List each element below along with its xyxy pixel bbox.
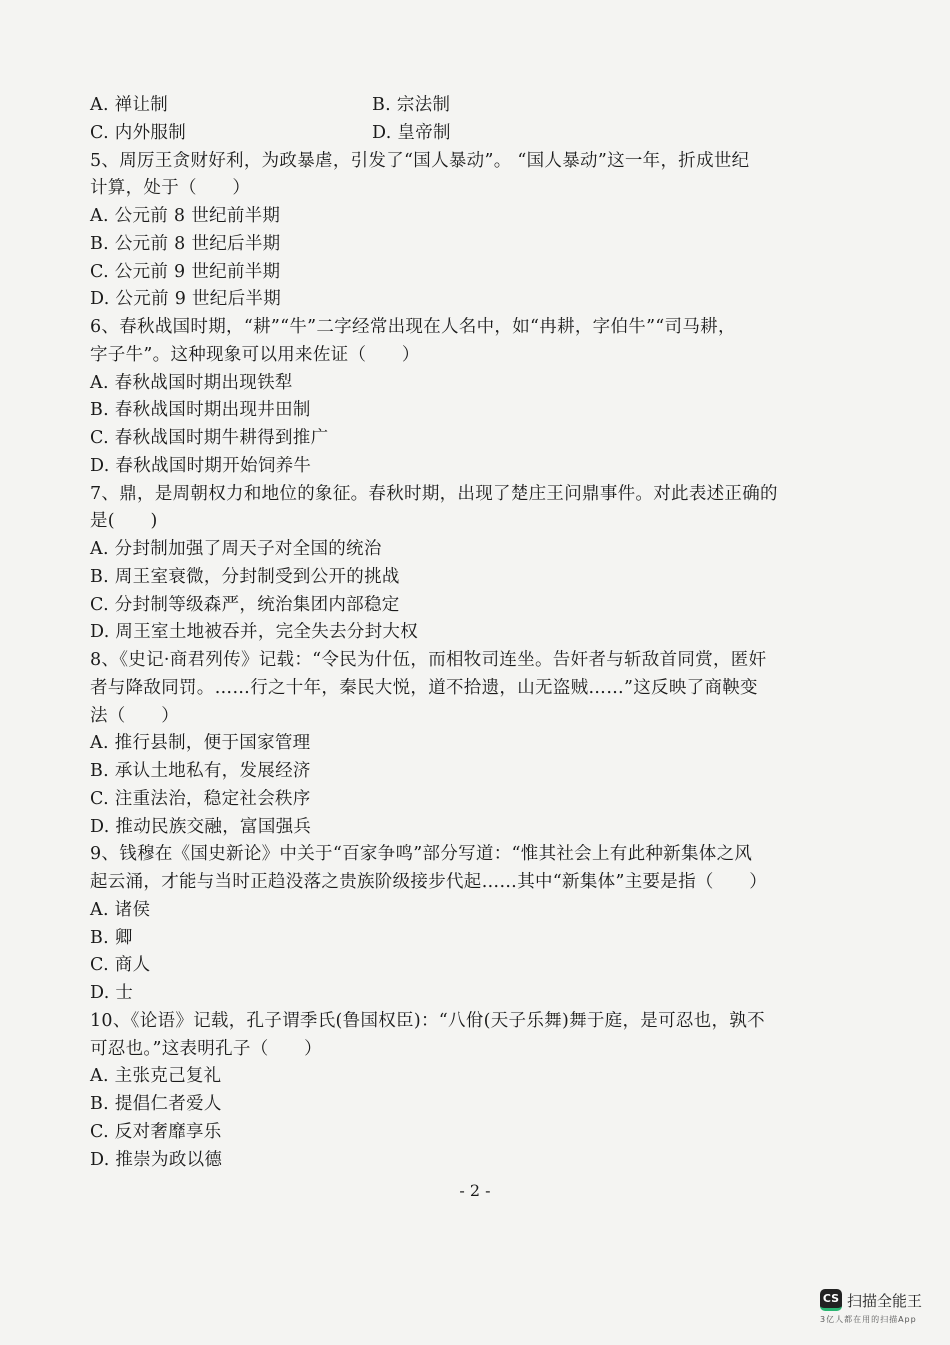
question-stem-line: 者与降敌同罚。……行之十年，秦民大悦，道不拾遗，山无盗贼……”这反映了商鞅变: [90, 677, 758, 698]
answer-option: B. 提倡仁者爱人: [90, 1094, 222, 1114]
option-b: B. 宗法制: [372, 95, 451, 115]
answer-option: A. 分封制加强了周天子对全国的统治: [90, 539, 382, 559]
question-stem-line: 5、周厉王贪财好利，为政暴虐，引发了“国人暴动”。 “国人暴动”这一年，折成世纪: [90, 150, 750, 171]
question-stem-line: 起云涌，才能与当时正趋没落之贵族阶级接步代起……其中“新集体”主要是指（ ）: [90, 872, 768, 892]
answer-option: A. 主张克己复礼: [90, 1066, 222, 1087]
question-list: [90, 148, 790, 1175]
question-stem-line: 可忍也。”这表明孔子（ ）: [90, 1038, 322, 1059]
exam-page: [90, 92, 790, 1174]
answer-option: D. 周王室土地被吞并，完全失去分封大权: [90, 622, 419, 643]
answer-option: B. 周王室衰微，分封制受到公开的挑战: [90, 566, 400, 587]
answer-option: A. 春秋战国时期出现铁犁: [90, 372, 293, 393]
answer-option: C. 注重法治，稳定社会秩序: [90, 788, 311, 809]
option-c: C. 内外服制: [90, 122, 186, 143]
question-stem-line: 法（ ）: [90, 705, 179, 726]
q4-options-row-2: [90, 120, 790, 148]
question-stem-line: 6、春秋战国时期，“耕”“牛”二字经常出现在人名中，如“冉耕，字伯牛”“司马耕，: [90, 317, 736, 337]
question-stem-line: 是( ): [90, 511, 158, 532]
question: [90, 1008, 790, 1175]
answer-option: D. 公元前 9 世纪后半期: [90, 289, 281, 310]
answer-option: B. 公元前 8 世纪后半期: [90, 233, 281, 254]
question-stem-line: 计算，处于（ ）: [90, 178, 251, 199]
answer-option: A. 公元前 8 世纪前半期: [90, 206, 281, 226]
question: [90, 647, 790, 841]
scanner-watermark: [820, 1289, 940, 1325]
question-stem-line: 8、《史记·商君列传》记载：“令民为什伍，而相牧司连坐。告奸者与斩敌首同赏，匿奸: [90, 650, 767, 670]
answer-option: C. 春秋战国时期牛耕得到推广: [90, 428, 329, 448]
question-stem-line: 字子牛”。这种现象可以用来佐证（ ）: [90, 344, 420, 365]
question: [90, 314, 790, 481]
answer-option: C. 反对奢靡享乐: [90, 1121, 222, 1142]
brand-name: 扫描全能王: [847, 1291, 923, 1310]
question: [90, 148, 790, 315]
question-stem-line: 10、《论语》记载，孔子谓季氏(鲁国权臣)：“八佾(天子乐舞)舞于庭，是可忍也，孰不: [90, 1010, 765, 1031]
answer-option: D. 士: [90, 983, 134, 1003]
answer-option: A. 诸侯: [90, 899, 151, 920]
answer-option: A. 推行县制，便于国家管理: [90, 733, 311, 754]
answer-option: D. 推崇为政以德: [90, 1149, 223, 1170]
q4-options-row-1: [90, 92, 790, 120]
question: [90, 841, 790, 1008]
question: [90, 481, 790, 648]
answer-option: C. 分封制等级森严，统治集团内部稳定: [90, 594, 400, 615]
answer-option: D. 推动民族交融，富国强兵: [90, 816, 312, 837]
brand-slogan: 3亿人都在用的扫描App: [820, 1315, 917, 1324]
page-number: - 2 -: [459, 1181, 491, 1200]
question-stem-line: 9、钱穆在《国史新论》中关于“百家争鸣”部分写道：“惟其社会上有此种新集体之风: [90, 844, 753, 865]
answer-option: C. 商人: [90, 955, 151, 976]
camscanner-logo-icon: CS: [820, 1289, 842, 1311]
question-stem-line: 7、鼎，是周朝权力和地位的象征。春秋时期，出现了楚庄王问鼎事件。对此表述正确的: [90, 483, 778, 504]
answer-option: C. 公元前 9 世纪前半期: [90, 261, 281, 282]
option-d: D. 皇帝制: [372, 122, 451, 143]
answer-option: B. 承认土地私有，发展经济: [90, 761, 311, 781]
option-a: A. 禅让制: [90, 95, 169, 115]
answer-option: B. 卿: [90, 927, 133, 948]
answer-option: B. 春秋战国时期出现井田制: [90, 400, 311, 421]
answer-option: D. 春秋战国时期开始饲养牛: [90, 455, 312, 476]
